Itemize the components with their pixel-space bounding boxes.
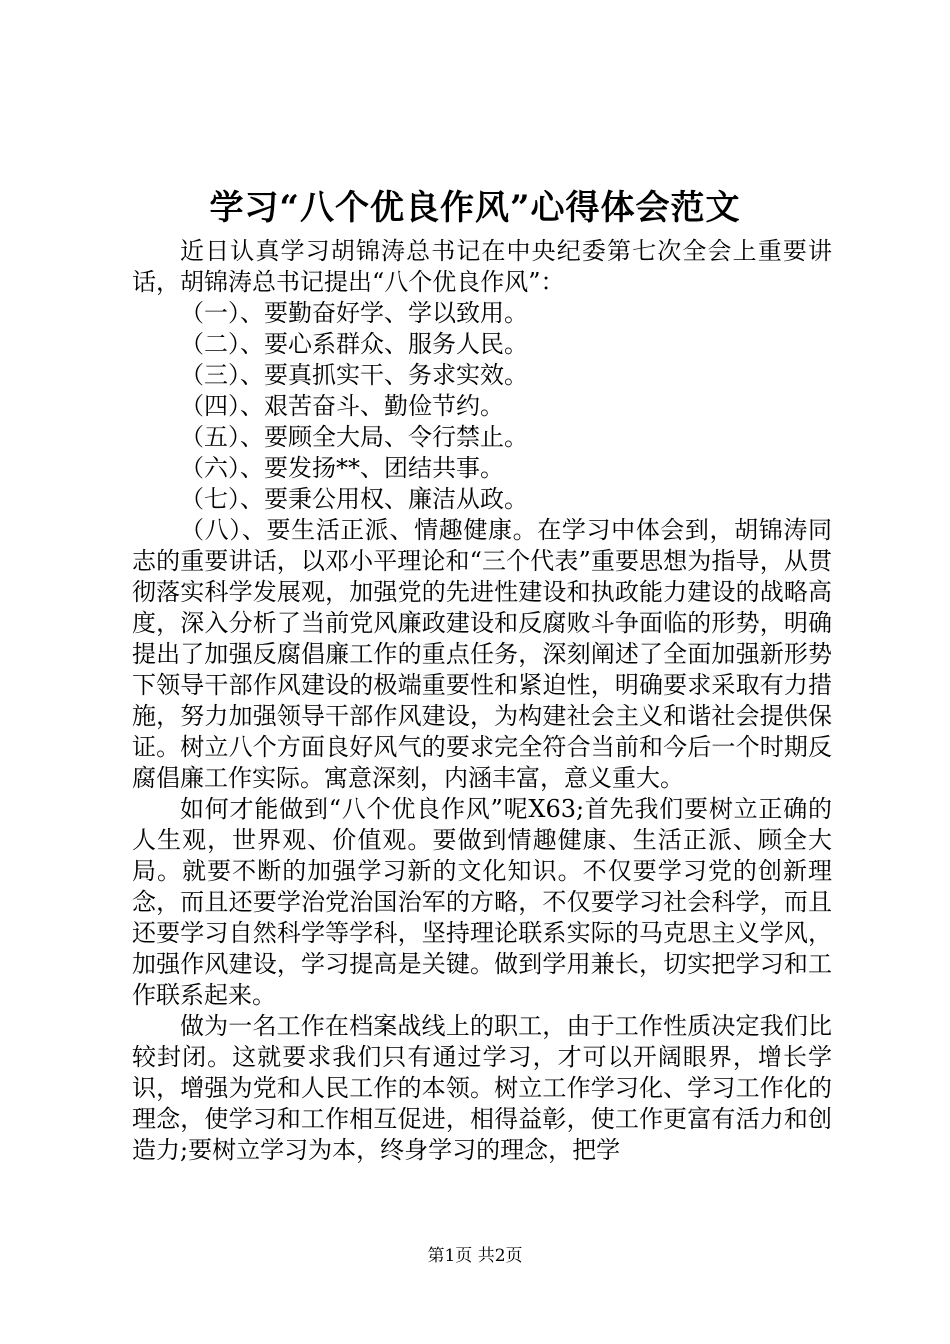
list-item-7: （七）、要秉公用权、廉洁从政。 (180, 485, 528, 513)
list-item-3: （三）、要真抓实干、务求实效。 (180, 361, 528, 389)
list-item-5: （五）、要顾全大局、令行禁止。 (180, 423, 528, 451)
list-item-8-paragraph: （八）、要生活正派、情趣健康。在学习中体会到，胡锦涛同志的重要讲话，以邓小平理论和“三个代表”重要思想为指导，从贯彻落实科学发展观，加强党的先进性建设和执政能力建设的战略高度，深入分析了当前党风廉政建设和反腐败斗争面临的形势，明确提出了加强反腐倡廉工作的重点任务，深刻阐述了全面加强新形势下领导干部作风建设的极端重要性和紧迫性，明确要求采取有力措施，努力加强领导干部作风建设，为构建社会主义和谐社会提供保证。树立八个方面良好风气的要求完全符合当前和今后一个时期反腐倡廉工作实际。寓意深刻，内涵丰富，意义重大。 (132, 516, 832, 792)
list-item-6: （六）、要发扬**、团结共事。 (180, 454, 504, 482)
document-body (132, 236, 832, 1166)
page-footer: 第1页 共2页 (427, 1246, 523, 1266)
list-item-4: （四）、艰苦奋斗、勤俭节约。 (180, 392, 504, 420)
document-title: 学习“八个优良作风”心得体会范文 (209, 188, 741, 228)
paragraph-how-to: 如何才能做到“八个优良作风”呢X63;首先我们要树立正确的人生观，世界观、价值观。要做到情趣健康、生活正派、顾全大局。就要不断的加强学习新的文化知识。不仅要学习党的创新理念，而且还要学治党治国治军的方略，不仅要学习社会科学，而且还要学习自然科学等学科，坚持理论联系实际的马克思主义学风，加强作风建设，学习提高是关键。做到学用兼长，切实把学习和工作联系起来。 (132, 795, 832, 1009)
paragraph-intro: 近日认真学习胡锦涛总书记在中央纪委第七次全会上重要讲话，胡锦涛总书记提出“八个优良作风”： (132, 237, 832, 296)
list-item-1: （一）、要勤奋好学、学以致用。 (180, 299, 528, 327)
paragraph-archive-work: 做为一名工作在档案战线上的职工，由于工作性质决定我们比较封闭。这就要求我们只有通过学习，才可以开阔眼界，增长学识，增强为党和人民工作的本领。树立工作学习化、学习工作化的理念，使学习和工作相互促进，相得益彰，使工作更富有活力和创造力;要树立学习为本，终身学习的理念，把学 (132, 1012, 832, 1164)
list-item-2: （二）、要心系群众、服务人民。 (180, 330, 528, 358)
